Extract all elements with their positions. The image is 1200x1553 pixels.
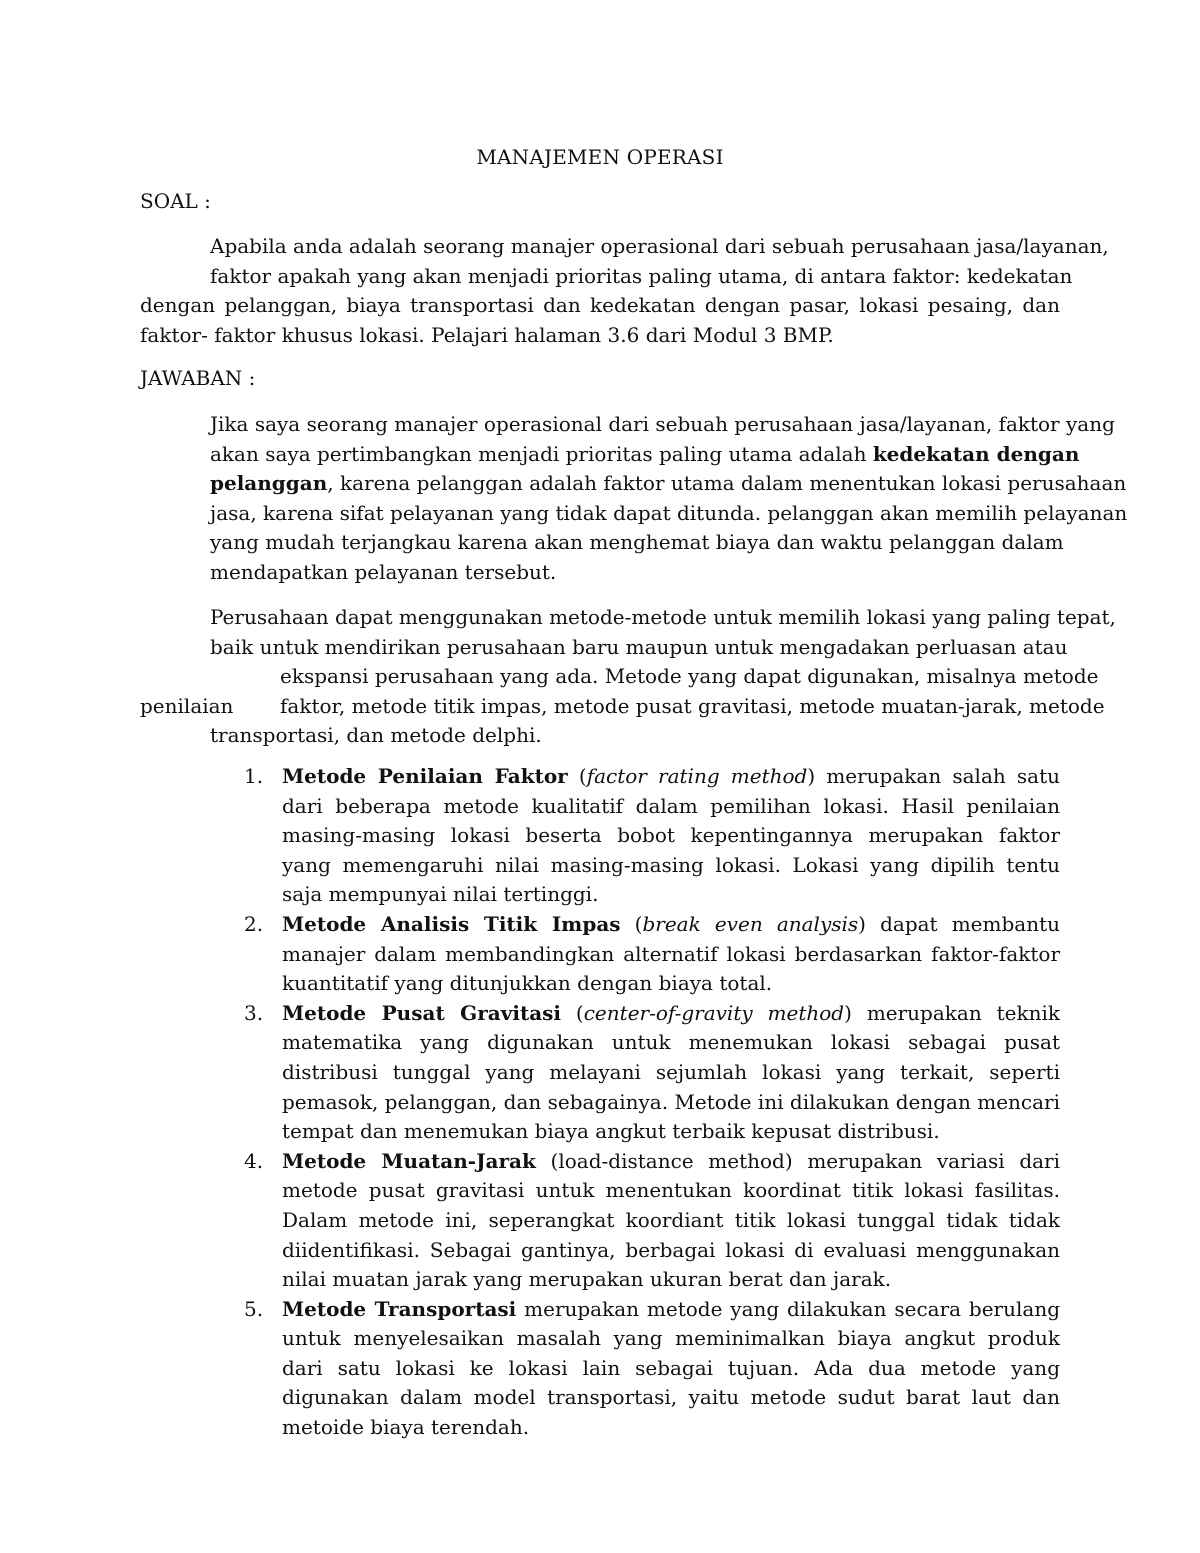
jawaban-label: JAWABAN : — [140, 366, 256, 390]
soal-label: SOAL : — [140, 189, 211, 213]
method-text: merupakan teknik matematika yang digunakan untuk menemukan lokasi sebagai pusat distribusi tunggal yang melayani sejumlah lokasi yang terkait, seperti pemasok, pelanggan, dan sebagainya. Metode ini dilakukan dengan mencari tempat dan menemukan biaya angkut terbaik kepusat distribusi. — [282, 1000, 1060, 1144]
answer-paragraph-1 — [210, 410, 1128, 588]
answer1-line-4: jasa, karena sifat pelayanan yang tidak dapat ditunda. pelanggan akan memilih pelayanan — [210, 500, 1128, 525]
question-line-3: dengan pelanggan, biaya transportasi dan kedekatan dengan pasar, lokasi pesaing, dan — [140, 293, 1060, 318]
method-number: 3. — [244, 1000, 264, 1025]
method-body: Metode Penilaian Faktor (factor rating method) merupakan salah satu dari beberapa metode kualitatif dalam pemilihan lokasi. Hasil penilaian masing-masing lokasi beserta bobot kepentingannya merupakan faktor yang memengaruhi nilai masing-masing lokasi. Lokasi yang dipilih tentu saja mempunyai nilai tertinggi. — [282, 764, 1061, 907]
answer1-emphasis-1: kedekatan dengan — [872, 441, 1080, 466]
method-name: Metode Analisis Titik Impas — [282, 911, 621, 936]
method-item — [240, 1147, 1060, 1295]
answer1-line-1: Jika saya seorang manajer operasional dari sebuah perusahaan jasa/layanan, faktor yang — [210, 412, 1115, 436]
question-paragraph — [140, 232, 1109, 350]
answer1-line-2 — [210, 440, 1080, 470]
question-line-1: Apabila anda adalah seorang manajer operasional dari sebuah perusahaan jasa/layanan, — [210, 234, 1109, 258]
method-item — [240, 762, 1060, 910]
answer1-line-6: mendapatkan pelayanan tersebut. — [210, 559, 557, 584]
method-item — [240, 910, 1060, 999]
method-name: Metode Penilaian Faktor — [282, 764, 568, 788]
answer1-emphasis-2: pelanggan — [210, 471, 328, 496]
method-english: factor rating method — [586, 764, 808, 788]
method-number: 1. — [244, 764, 264, 788]
methods-list — [240, 762, 1060, 1443]
method-text: merupakan metode yang dilakukan secara berulang untuk menyelesaikan masalah yang meminimalkan biaya angkut produk dari satu lokasi ke lokasi lain sebagai tujuan. Ada dua metode yang digunakan dalam model transportasi, yaitu metode sudut barat laut dan metoide biaya terendah. — [282, 1296, 1061, 1440]
answer1-line-2-text: akan saya pertimbangkan menjadi prioritas paling utama adalah — [210, 441, 867, 466]
method-number: 2. — [244, 911, 264, 936]
method-english: break even analysis — [642, 911, 859, 936]
method-item — [240, 1295, 1060, 1443]
method-name: Metode Transportasi — [282, 1296, 517, 1321]
answer2-line-2: baik untuk mendirikan perusahaan baru maupun untuk mengadakan perluasan atau — [210, 634, 1068, 659]
question-line-2: faktor apakah yang akan menjadi prioritas paling utama, di antara faktor: kedekatan — [210, 263, 1073, 288]
question-line-4: faktor- faktor khusus lokasi. Pelajari halaman 3.6 dari Modul 3 BMP. — [140, 322, 834, 347]
answer2-line-5: transportasi, dan metode delphi. — [210, 723, 542, 748]
answer1-line-3 — [210, 469, 1127, 499]
method-body — [282, 1295, 1060, 1443]
method-text: merupakan salah satu dari beberapa metode kualitatif dalam pemilihan lokasi. Hasil penilaian masing-masing lokasi beserta bobot kepentingannya merupakan faktor yang memengaruhi nilai masing-masing lokasi. Lokasi yang dipilih tentu saja mempunyai nilai tertinggi. — [282, 764, 1061, 907]
method-body — [282, 1147, 1060, 1295]
method-english: (load-distance method) — [550, 1148, 793, 1173]
method-body: Metode Analisis Titik Impas (break even analysis) dapat membantu manajer dalam membandingkan alternatif lokasi berdasarkan faktor-faktor kuantitatif yang ditunjukkan dengan biaya total. — [282, 911, 1060, 996]
method-text: merupakan variasi dari metode pusat gravitasi untuk menentukan koordinat titik lokasi fasilitas. Dalam metode ini, seperangkat koordiant titik lokasi tunggal tidak tidak diidentifikasi. Sebagai gantinya, berbagai lokasi di evaluasi menggunakan nilai muatan jarak yang merupakan ukuran berat dan jarak. — [282, 1148, 1060, 1292]
method-body: Metode Pusat Gravitasi (center-of-gravity method) merupakan teknik matematika yang digunakan untuk menemukan lokasi sebagai pusat distribusi tunggal yang melayani sejumlah lokasi yang terkait, seperti pemasok, pelanggan, dan sebagainya. Metode ini dilakukan dengan mencari tempat dan menemukan biaya angkut terbaik kepusat distribusi. — [282, 1000, 1060, 1144]
answer1-line-3-text: , karena pelanggan adalah faktor utama dalam menentukan lokasi perusahaan — [327, 471, 1127, 496]
method-text: dapat membantu manajer dalam membandingkan alternatif lokasi berdasarkan faktor-faktor kuantitatif yang ditunjukkan dengan biaya total. — [282, 911, 1060, 996]
method-number: 5. — [244, 1296, 264, 1321]
method-name: Metode Muatan-Jarak — [282, 1148, 536, 1173]
method-item — [240, 999, 1060, 1147]
answer2-line-4 — [140, 692, 1105, 722]
document-title: MANAJEMEN OPERASI — [476, 145, 724, 169]
answer1-line-5: yang mudah terjangkau karena akan menghemat biaya dan waktu pelanggan dalam — [210, 530, 1064, 555]
answer2-line-3: ekspansi perusahaan yang ada. Metode yang dapat digunakan, misalnya metode — [280, 664, 1099, 689]
method-number: 4. — [244, 1148, 264, 1173]
answer2-line-1: Perusahaan dapat menggunakan metode-metode untuk memilih lokasi yang paling tepat, — [210, 605, 1116, 629]
answer-paragraph-2 — [140, 603, 1116, 751]
answer2-line-4-text: faktor, metode titik impas, metode pusat gravitasi, metode muatan-jarak, metode — [280, 693, 1105, 718]
answer2-line-4-left: penilaian — [140, 693, 234, 718]
method-english: center-of-gravity method — [583, 1000, 845, 1025]
method-name: Metode Pusat Gravitasi — [282, 1000, 562, 1025]
